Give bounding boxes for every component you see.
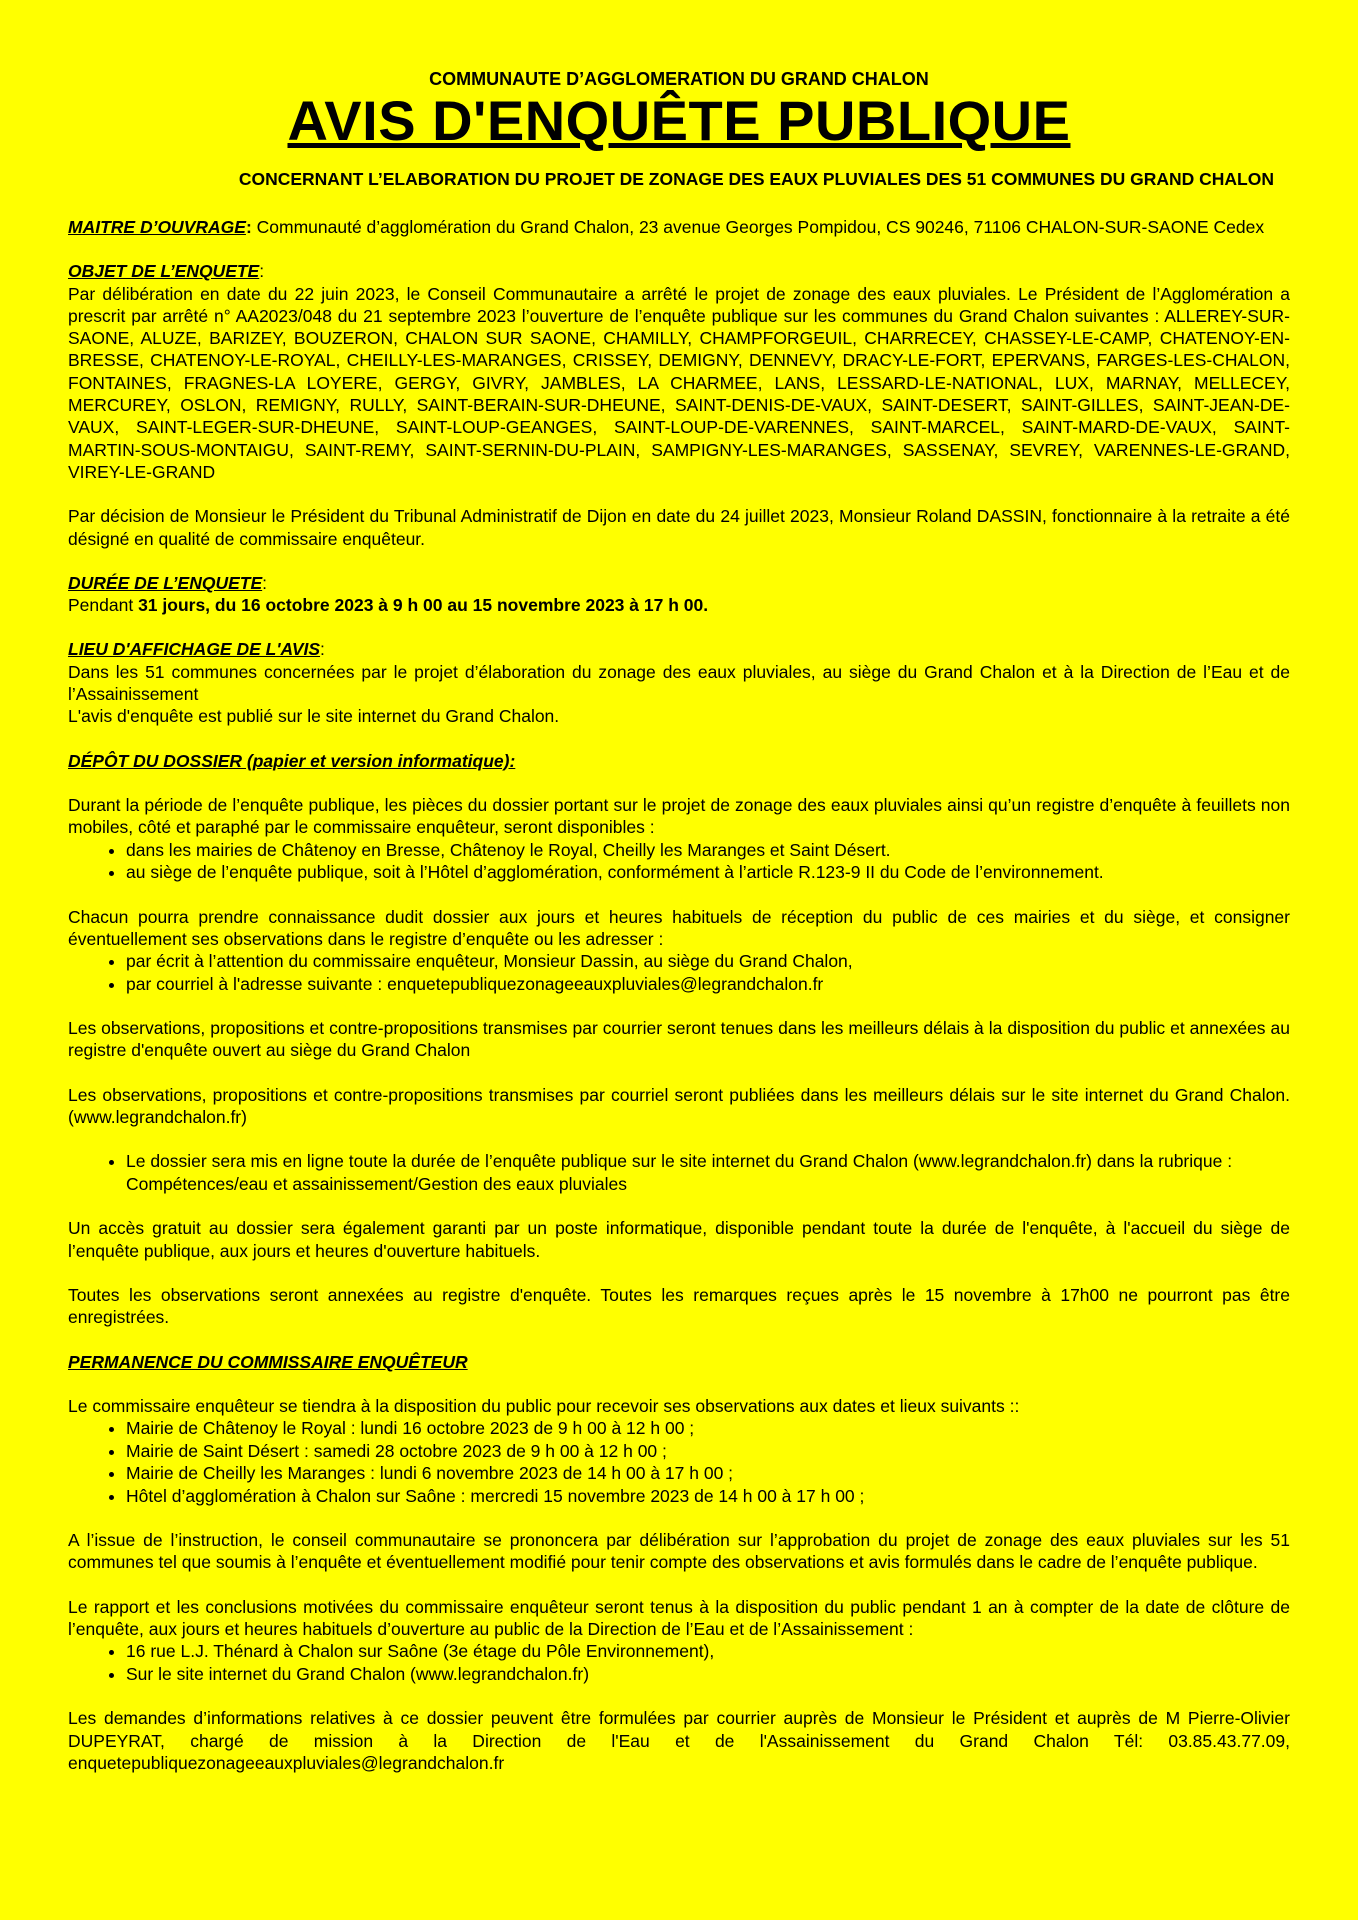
duree-heading-line: DURÉE DE L’ENQUETE: [68,572,268,593]
lieu-heading-line: LIEU D'AFFICHAGE DE L'AVIS: [68,639,325,660]
maitre-section: MAITRE D’OUVRAGE: Communauté d’agglomération du Grand Chalon, 23 avenue Georges Pompidou, CS 90246, 71106 CHALON-SUR-SAONE Cedex [68,217,1265,237]
list-item: • Mairie de Saint Désert : samedi 28 octobre 2023 de 9 h 00 à 12 h 00 ; [126,1440,1290,1463]
objet-paragraph-2: Par décision de Monsieur le Président du Tribunal Administratif de Dijon en date du 24 juillet 2023, Monsieur Roland DASSIN, fonctionnaire à la retraite a été désigné en qualité de commissaire enquêteur. [68,506,1290,549]
objet-heading: OBJET DE L’ENQUETE [68,261,260,282]
duree-prefix: Pendant [68,595,139,616]
maitre-text: Communauté d’agglomération du Grand Chalon, 23 avenue Georges Pompidou, CS 90246, 71106 CHALON-SUR-SAONE Cedex [256,217,1265,237]
lieu-paragraph-1: Dans les 51 communes concernées par le projet d’élaboration du zonage des eaux pluviales, au siège du Grand Chalon et à la Direction de l’Eau et de l’Assainissement [68,661,1290,705]
depot-list-1 [68,839,1290,884]
permanence-heading: PERMANENCE DU COMMISSAIRE ENQUÊTEUR [68,1351,468,1372]
depot-paragraph-2: Chacun pourra prendre connaissance dudit dossier aux jours et heures habituels de réception du public de ces mairies et du siège, et consigner éventuellement ses observations dans le registre d’enquête ou les adresser : [68,906,1290,949]
lieu-paragraph-2: L'avis d'enquête est publié sur le site internet du Grand Chalon. [68,706,560,727]
permanence-heading-line [68,1351,1290,1373]
depot-heading-line [68,750,1290,772]
list-item: • Sur le site internet du Grand Chalon (www.legrandchalon.fr) [126,1663,1290,1686]
permanence-paragraph-3: Le rapport et les conclusions motivées du commissaire enquêteur seront tenus à la disposition du public pendant 1 an à compter de la date de clôture de l’enquête, aux jours et heures habituels d’ouverture au public de la Direction de l’Eau et de l’Assainissement : [68,1596,1290,1639]
list-item: • au siège de l’enquête publique, soit à l’Hôtel d’agglomération, conformément à l’article R.123-9 II du Code de l’environnement. [126,861,1290,884]
organization-name: COMMUNAUTE D’AGGLOMERATION DU GRAND CHALON [429,69,929,89]
list-item: • Mairie de Cheilly les Maranges : lundi 6 novembre 2023 de 14 h 00 à 17 h 00 ; [126,1462,1290,1485]
list-item: • Le dossier sera mis en ligne toute la durée de l’enquête publique sur le site internet du Grand Chalon (www.legrandchalon.fr) dans la rubrique : Compétences/eau et assainissement/Gestion des eaux pluviales [126,1150,1290,1195]
list-item: • par écrit à l’attention du commissaire enquêteur, Monsieur Dassin, au siège du Grand Chalon, [126,950,1290,973]
list-item: • Mairie de Châtenoy le Royal : lundi 16 octobre 2023 de 9 h 00 à 12 h 00 ; [126,1417,1290,1440]
maitre-heading: MAITRE D’OUVRAGE [68,217,246,237]
objet-heading-line: OBJET DE L’ENQUETE: [68,261,265,282]
depot-paragraph-5: Un accès gratuit au dossier sera également garanti par un poste informatique, disponible pendant toute la durée de l'enquête, à l'accueil du siège de l’enquête publique, aux jours et heures d'ouverture habituels. [68,1218,1290,1261]
depot-list-3 [68,1150,1290,1195]
permanence-list-2 [68,1640,1290,1685]
depot-paragraph-3: Les observations, propositions et contre-propositions transmises par courrier seront tenues dans les meilleurs délais à la disposition du public et annexées au registre d'enquête ouvert au siège du Grand Chalon [68,1018,1290,1061]
duree-dates: 31 jours, du 16 octobre 2023 à 9 h 00 au 15 novembre 2023 à 17 h 00. [138,595,709,616]
duree-paragraph [68,594,1290,616]
depot-intro: Durant la période de l’enquête publique, les pièces du dossier portant sur le projet de zonage des eaux pluviales ainsi qu’un registre d’enquête à feuillets non mobiles, côté et paraphé par le commissaire enquêteur, seront disponibles : [68,794,1290,838]
subject-line: CONCERNANT L’ELABORATION DU PROJET DE ZONAGE DES EAUX PLUVIALES DES 51 COMMUNES DU GRAND CHALON [238,169,1274,189]
list-item: • par courriel à l'adresse suivante : enquetepubliquezonageeauxpluviales@legrandchalon.fr [126,973,1290,996]
depot-list-2 [68,950,1290,995]
page-title: AVIS D'ENQUÊTE PUBLIQUE [287,89,1071,152]
depot-paragraph-6: Toutes les observations seront annexées au registre d'enquête. Toutes les remarques reçues après le 15 novembre à 17h00 ne pourront pas être enregistrées. [68,1284,1290,1328]
permanence-list [68,1417,1290,1507]
depot-paragraph-4: Les observations, propositions et contre-propositions transmises par courriel seront publiées dans les meilleurs délais sur le site internet du Grand Chalon. (www.legrandchalon.fr) [68,1084,1290,1128]
objet-paragraph-1: Par délibération en date du 22 juin 2023, le Conseil Communautaire a arrêté le projet de zonage des eaux pluviales. Le Président de l’Agglomération a prescrit par arrêté n° AA2023/048 du 21 septembre 2023 l’ouverture de l’enquête publique sur les communes du Grand Chalon suivantes : ALLEREY-SUR-SAONE, ALUZE, BARIZEY, BOUZERON, CHALON SUR SAONE, CHAMILLY, CHAMPFORGEUIL, CHARRECEY, CHASSEY-LE-CAMP, CHATENOY-EN-BRESSE, CHATENOY-LE-ROYAL, CHEILLY-LES-MARANGES, CRISSEY, DEMIGNY, DENNEVY, DRACY-LE-FORT, EPERVANS, FARGES-LES-CHALON, FONTAINES, FRAGNES-LA LOYERE, GERGY, GIVRY, JAMBLES, LA CHARMEE, LANS, LESSARD-LE-NATIONAL, LUX, MARNAY, MELLECEY, MERCUREY, OSLON, REMIGNY, RULLY, SAINT-BERAIN-SUR-DHEUNE, SAINT-DENIS-DE-VAUX, SAINT-DESERT, SAINT-GILLES, SAINT-JEAN-DE-VAUX, SAINT-LEGER-SUR-DHEUNE, SAINT-LOUP-GEANGES, SAINT-LOUP-DE-VARENNES, SAINT-MARCEL, SAINT-MARD-DE-VAUX, SAINT-MARTIN-SOUS-MONTAIGU, SAINT-REMY, SAINT-SERNIN-DU-PLAIN, SAMPIGNY-LES-MARANGES, SASSENAY, SEVREY, VARENNES-LE-GRAND, VIREY-LE-GRAND [68,283,1290,482]
list-item: • 16 rue L.J. Thénard à Chalon sur Saône (3e étage du Pôle Environnement), [126,1640,1290,1663]
permanence-paragraph-4: Les demandes d’informations relatives à ce dossier peuvent être formulées par courrier auprès de Monsieur le Président et auprès de M Pierre-Olivier DUPEYRAT, chargé de mission à la Direction de l'Eau et de l'Assainissement du Grand Chalon Tél: 03.85.43.77.09, enquetepubliquezonageeauxpluviales@legrandchalon.fr [68,1708,1290,1773]
permanence-paragraph-2: A l’issue de l’instruction, le conseil communautaire se prononcera par délibération sur l’approbation du projet de zonage des eaux pluviales sur les 51 communes tel que soumis à l’enquête et éventuellement modifié pour tenir compte des observations et avis formulés dans le cadre de l’enquête publique. [68,1530,1290,1573]
permanence-intro: Le commissaire enquêteur se tiendra à la disposition du public pour recevoir ses observations aux dates et lieux suivants :: [68,1395,1020,1416]
depot-heading: DÉPÔT DU DOSSIER (papier et version informatique): [68,750,516,771]
lieu-heading: LIEU D'AFFICHAGE DE L'AVIS [68,639,321,660]
list-item: • dans les mairies de Châtenoy en Bresse, Châtenoy le Royal, Cheilly les Maranges et Saint Désert. [126,839,1290,862]
list-item: • Hôtel d’agglomération à Chalon sur Saône : mercredi 15 novembre 2023 de 14 h 00 à 17 h 00 ; [126,1485,1290,1508]
duree-heading: DURÉE DE L’ENQUETE [68,572,263,593]
